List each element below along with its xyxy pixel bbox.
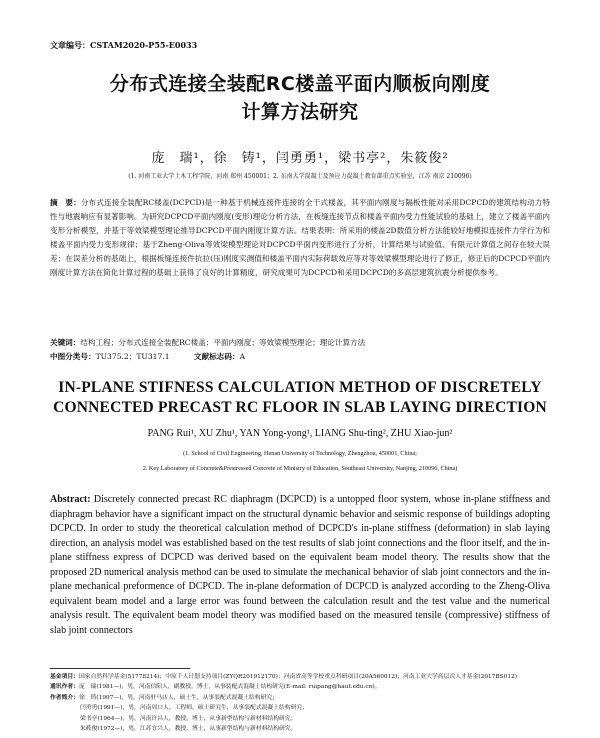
keywords-text: 结构工程；分布式连接全装配RC楼盖；平面内刚度；等效梁模型理论；理论计算方法: [80, 338, 366, 347]
english-abstract: [50, 493, 550, 638]
chinese-abstract-label: 摘 要：: [50, 198, 81, 207]
author-bio-4: 朱筱俊(1972—)，男，江苏宜兴人，教授，博士，从事新型结构与新材料结构研究。: [80, 726, 297, 733]
footnote-corresponding: [50, 682, 550, 692]
english-abstract-label: Abstract:: [50, 494, 91, 505]
chinese-abstract: [50, 196, 550, 280]
classification-line: [50, 350, 550, 363]
english-title: [0, 378, 600, 418]
chinese-affiliations: (1. 河南工业大学土木工程学院，河南 郑州 450001；2. 东南大学混凝土及预应力混凝土教育部重点实验室，江苏 南京 210096): [128, 173, 472, 180]
english-affiliation-2: 2. Key Laboratory of Concrete&Prestressed Concrete of Ministry of Education, Southeast University, Nanjing, 210096, China): [142, 465, 458, 472]
corresponding-label: 通讯作者：: [50, 684, 79, 691]
keywords-label: 关键词：: [50, 338, 81, 347]
chinese-title-line-1: 分布式连接全装配RC楼盖平面内顺板向刚度: [109, 73, 491, 95]
fund-text: 国家自然科学基金(51778214)；中原千人计划支持项目(ZYQR201912170)；河南省高等学校重点科研项目(20A560012)；河南工业大学高层次人才基金(2017BS012): [79, 674, 517, 680]
english-abstract-text: Discretely connected precast RC diaphragm (DCPCD) is a untopped floor system, whose in-plane stiffness and diaphragm behavior have a significant impact on the structural dynamic behavior and seismic response of buildings adopting DCPCD. In order to study the theoretical calculation method of DCPCD's in-plane stiffness (deformation) in slab laying direction, an analysis model was established based on the test results of slab joint connections and the floor itself, and the in-plane stiffness express of DCPCD was derived based on the equivalent beam model theory. The results show that the proposed 2D numerical analysis method can be used to simulate the mechanical behavior of slab joint connectors and the in-plane mechanical preformence of DCPCD. The in-plane deformation of DCPCD is analyzed according to the Zheng-Oliva equivalent beam model and a large error was found between the calculation result and the test value and the numerical analysis result. The equivalent beam model theory was modified based on the measured tensile (compressive) stiffness of slab joint connectors: [50, 494, 550, 636]
doc-code-value: A: [239, 352, 246, 361]
english-authors: PANG Rui¹, XU Zhu¹, YAN Yong-yong¹, LIANG Shu-ting², ZHU Xiao-jun²: [147, 428, 453, 439]
footnotes: [50, 672, 550, 734]
fund-label: 基金项目：: [50, 674, 79, 680]
english-title-line-2: CONNECTED PRECAST RC FLOOR IN SLAB LAYING DIRECTION: [53, 399, 547, 416]
footnote-fund: [50, 672, 550, 682]
author-bio-1: 徐 铸(1997—)，男，河南驻马店人，硕士生，从事装配式混凝土结构研究；: [79, 694, 278, 701]
footnote-divider: [50, 668, 190, 669]
article-number: 文章编号：CSTAM2020-P55-E0033: [50, 40, 198, 50]
clc-value: TU375.2；TU317.1: [95, 352, 170, 361]
corresponding-text: 庞 瑞(1981—)，男，河南信阳人，副教授，博士，从事装配式混凝土结构研究(E-mail: ruipang@haut.edu.cn)。: [79, 684, 381, 691]
footnote-authors: [50, 693, 550, 703]
english-title-line-1: IN-PLANE STIFNESS CALCULATION METHOD OF DISCRETELY: [58, 379, 542, 396]
chinese-abstract-text: 分布式连接全装配RC楼盖(DCPCD)是一种基于机械连接件连接的全干式楼盖，其平面内刚度与隔板性能对采用DCPCD的建筑结构动力特性与地震响应有显著影响。为研究DCPCD平面内刚度(变形)理论分析方法，在板缝连接节点和楼盖平面内受力性能试验的基础上，建立了楼盖平面内变形分析模型，并基于等效梁模型理论推导DCPCD平面内刚度计算方法。结果表明：所采用的楼盖2D数值分析方法能较好地模拟连接件力学行为和楼盖平面内受力变形规律；基于Zheng-Oliva等效梁模型理论对DCPCD平面内变形进行了分析，计算结果与试验值、有限元计算值之间存在较大误差；在误差分析的基础上，根据板缝连接件抗拉(压)刚度实测值和楼盖平面内实际荷载效应等对等效梁模型理论进行了修正，修正后的DCPCD平面内刚度计算方法在简化计算过程的基础上获得了良好的计算精度，研究成果可为DCPCD和采用DCPCD的多高层建筑抗震分析提供参考。: [50, 198, 550, 277]
clc-label: 中图分类号：: [50, 352, 96, 361]
chinese-keywords: [50, 336, 550, 349]
author-bio-label: 作者简介：: [50, 694, 79, 701]
chinese-title-line-2: 计算方法研究: [241, 101, 359, 123]
author-bio-2: 闫勇勇(1991—)，男，河南周口人，工程师，硕士研究生，从事装配式混凝土结构研究；: [80, 705, 308, 712]
chinese-authors: 庞 瑞¹，徐 铸¹，闫勇勇¹，梁书亭²，朱筱俊²: [151, 151, 449, 166]
chinese-title: [0, 70, 600, 126]
doc-code-label: 文献标志码：: [194, 352, 240, 361]
english-affiliation-1: (1. School of Civil Engineering, Henan University of Technology, Zhengzhou, 450001, China;: [183, 450, 417, 457]
author-bio-3: 梁书亭(1964—)，男，河南许昌人，教授，博士，从事新型结构与新材料结构研究；: [80, 715, 297, 722]
